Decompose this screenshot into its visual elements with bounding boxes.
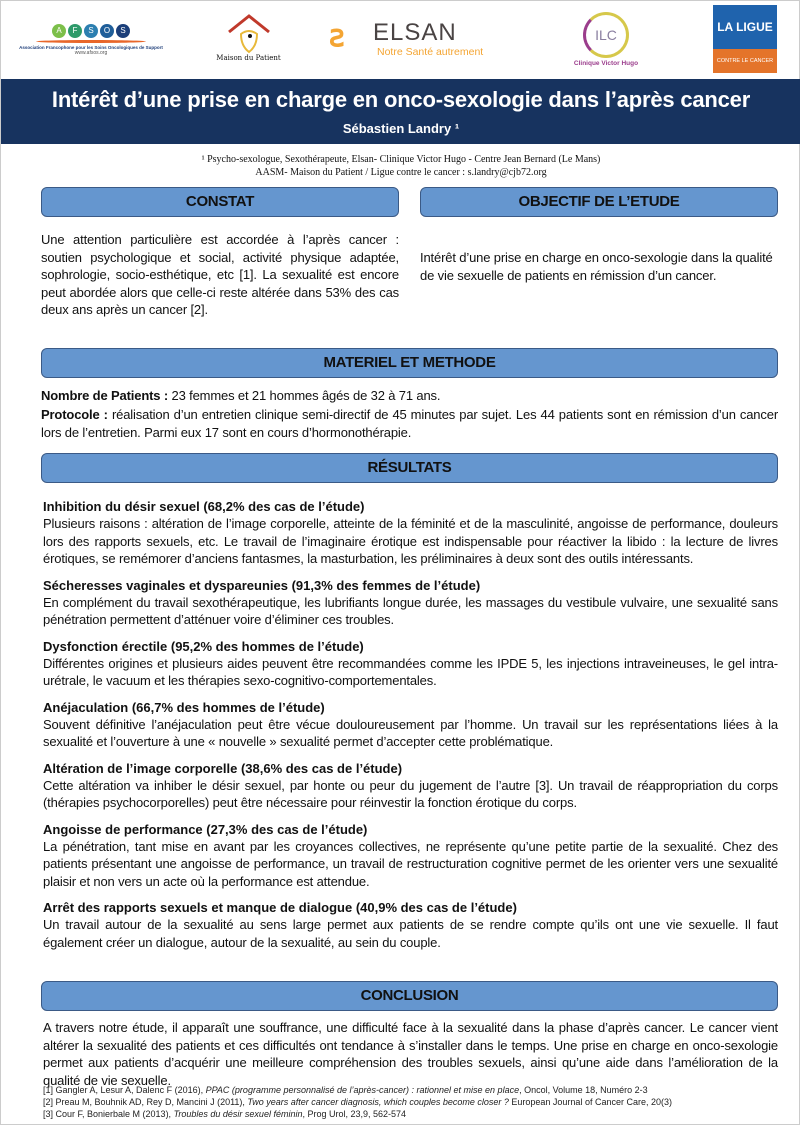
result-title: Angoisse de performance (27,3% des cas de l’étude) bbox=[43, 821, 368, 837]
objectif-text: Intérêt d’une prise en charge en onco-sexologie dans la qualité de vie sexuelle de patients en rémission d’un cancer. bbox=[420, 250, 773, 283]
result-text: Plusieurs raisons : altération de l’image corporelle, atteinte de la féminité et de la masculinité, angoisse de performance, douleurs lors des rapports sexuels, etc. Le travail de l’imaginaire érotique est indispensable pour réactiver la libido : la lecture de livres érotiques, se remémorer d’anciens fantasmes, la masturbation, les préliminaires à deux sont des outils intéressants. bbox=[43, 516, 778, 566]
affiliation-line: AASM- Maison du Patient / Ligue contre le cancer : s.landry@cjb72.org bbox=[255, 167, 547, 178]
result-item bbox=[43, 699, 778, 751]
reference: [3] Cour F, Bonierbale M (2013), Troubles du désir sexuel féminin, Prog Urol, 23,9, 562-574 bbox=[43, 1109, 407, 1119]
reference: [1] Gangler A, Lesur A, Dalenc F (2016), PPAC (programme personnalisé de l’après-cancer) : rationnel et mise en place, Oncol, Volume 18, Numéro 2-3 bbox=[43, 1085, 648, 1095]
references bbox=[43, 1085, 672, 1121]
result-title: Inhibition du désir sexuel (68,2% des cas de l’étude) bbox=[43, 499, 365, 514]
reference: [2] Preau M, Bouhnik AD, Rey D, Mancini J (2011), Two years after cancer diagnosis, which couples become closer ? European Journal of Cancer Care, 20(3) bbox=[43, 1096, 672, 1107]
result-title: Arrêt des rapports sexuels et manque de dialogue (40,9% des cas de l’étude) bbox=[43, 900, 517, 915]
methode-patients bbox=[41, 387, 778, 405]
result-item bbox=[43, 638, 778, 690]
conclusion-text: A travers notre étude, il apparaît une souffrance, une difficulté face à la sexualité dans la phase d’après cancer. Le cancer vient altérer la sexualité des patients et ces difficultés ont tendance à s’installer dans le temps. Une prise en charge en onco-sexologie permet aux patients d’acquérir une meilleure compréhension des troubles sexuels, ainsi qu’une aide dans l’amélioration de la qualité de vie sexuelle. bbox=[43, 1020, 778, 1088]
result-item bbox=[43, 821, 778, 891]
poster-title: Intérêt d’une prise en charge en onco-sexologie dans l’après cancer bbox=[51, 87, 751, 112]
author: Sébastien Landry ¹ bbox=[342, 121, 460, 136]
result-title: Sécheresses vaginales et dyspareunies (91,3% des femmes de l’étude) bbox=[43, 577, 481, 593]
afsos-subtitle: Association Francophone pour les Soins Oncologiques de Support bbox=[19, 45, 163, 50]
la-ligue-logo bbox=[713, 5, 777, 73]
result-item bbox=[43, 760, 778, 812]
ilc-subtitle: Clinique Victor Hugo bbox=[573, 59, 639, 67]
title-banner bbox=[1, 79, 800, 144]
affiliation-line: ¹ Psycho-sexologue, Sexothérapeute, Elsan- Clinique Victor Hugo - Centre Jean Bernard (Le Mans) bbox=[201, 154, 601, 165]
elsan-logo bbox=[329, 19, 509, 59]
result-text: La pénétration, tant mise en avant par les croyances collectives, ne représente qu’une petite partie de la sexualité. Chez des patients présentant une angoisse de performance, un travail de restructuration cognitive permet de les orienter vers une sexualité plaisir et non vers un acte où la performance est attendue. bbox=[43, 838, 778, 889]
result-title: Anéjaculation (66,7% des hommes de l’étude) bbox=[43, 699, 325, 715]
conclusion-heading: CONCLUSION bbox=[41, 981, 778, 1011]
elsan-name: ELSAN bbox=[373, 19, 457, 46]
result-text: Souvent définitive l’anéjaculation peut être vécue douloureusement par l’homme. Un travail sur les représentations liées à la sexualité et l’ouverture à une « nouvelle » sexualité permet d’accepter cette problématique. bbox=[43, 716, 778, 749]
result-text: Un travail autour de la sexualité au sens large permet aux patients de se rendre compte qu’ils ont une vie sexuelle. Il faut également créer un dialogue, autour de la sexualité, au sein du couple. bbox=[43, 917, 778, 950]
objectif-heading: OBJECTIF DE L’ETUDE bbox=[420, 187, 778, 217]
constat-heading: CONSTAT bbox=[41, 187, 399, 217]
elsan-symbol-icon: ꙅ bbox=[329, 20, 345, 53]
ligue-top: LA LIGUE bbox=[713, 5, 777, 49]
result-text: Cette altération va inhiber le désir sexuel, par honte ou peur du jugement de l’autre [3]. Un travail de réappropriation du corps (thérapies psychocorporelles) peut être nécessaire pour réinvestir la fonction érotique du corps. bbox=[43, 777, 778, 810]
methode-heading: MATERIEL ET METHODE bbox=[41, 348, 778, 378]
afsos-logo: A F S O S Association Francophone pour les Soins Oncologiques de Support www.afsos.org bbox=[19, 26, 163, 56]
result-text: En complément du travail sexothérapeutique, les lubrifiants longue durée, les massages du vestibule vulvaire, une sexualité sans pénétration permettent d’atténuer voire d’éliminer ces troubles. bbox=[43, 594, 778, 627]
result-item bbox=[43, 899, 778, 951]
result-title: Altération de l’image corporelle (38,6% des cas de l’étude) bbox=[43, 760, 403, 776]
patients-label: Nombre de Patients : bbox=[41, 388, 169, 403]
ilc-mark: ILC bbox=[583, 12, 629, 58]
methode-protocole bbox=[41, 406, 778, 442]
affiliation bbox=[1, 153, 800, 179]
constat-text: Une attention particulière est accordée à l’après cancer : soutien psychologique et social, activité physique adaptée, sophrologie, socio-esthétique, etc [1]. La sexualité est encore peut abordée alors que celle-ci reste altérée dans 53% des cas deux ans après un cancer [2]. bbox=[41, 232, 399, 317]
patients-text: 23 femmes et 21 hommes âgés de 32 à 71 ans. bbox=[168, 388, 441, 403]
ligue-bottom: CONTRE LE CANCER bbox=[713, 49, 777, 73]
afsos-url: www.afsos.org bbox=[74, 50, 108, 56]
ilc-logo bbox=[561, 5, 651, 73]
resultats-list bbox=[43, 489, 778, 951]
result-item bbox=[43, 577, 778, 629]
result-title: Dysfonction érectile (95,2% des hommes de l’étude) bbox=[43, 638, 364, 654]
protocole-text: réalisation d’un entretien clinique semi-directif de 45 minutes par sujet. Les 44 patients sont en rémission d’un cancer lors de l’entretien. Parmi eux 17 sont en cours d’hormonothérapie. bbox=[41, 407, 778, 440]
result-item bbox=[43, 498, 778, 568]
resultats-heading: RÉSULTATS bbox=[41, 453, 778, 483]
maison-label: Maison du Patient bbox=[216, 54, 281, 62]
elsan-tagline: Notre Santé autrement bbox=[377, 46, 484, 58]
maison-du-patient-logo bbox=[206, 7, 291, 69]
result-text: Différentes origines et plusieurs aides peuvent être recommandées comme les IPDE 5, les injections intraveineuses, le gel intra-urétrale, le vacuum et les thérapies sexo-cognitivo-comportementales. bbox=[43, 655, 778, 688]
protocole-label: Protocole : bbox=[41, 407, 108, 422]
